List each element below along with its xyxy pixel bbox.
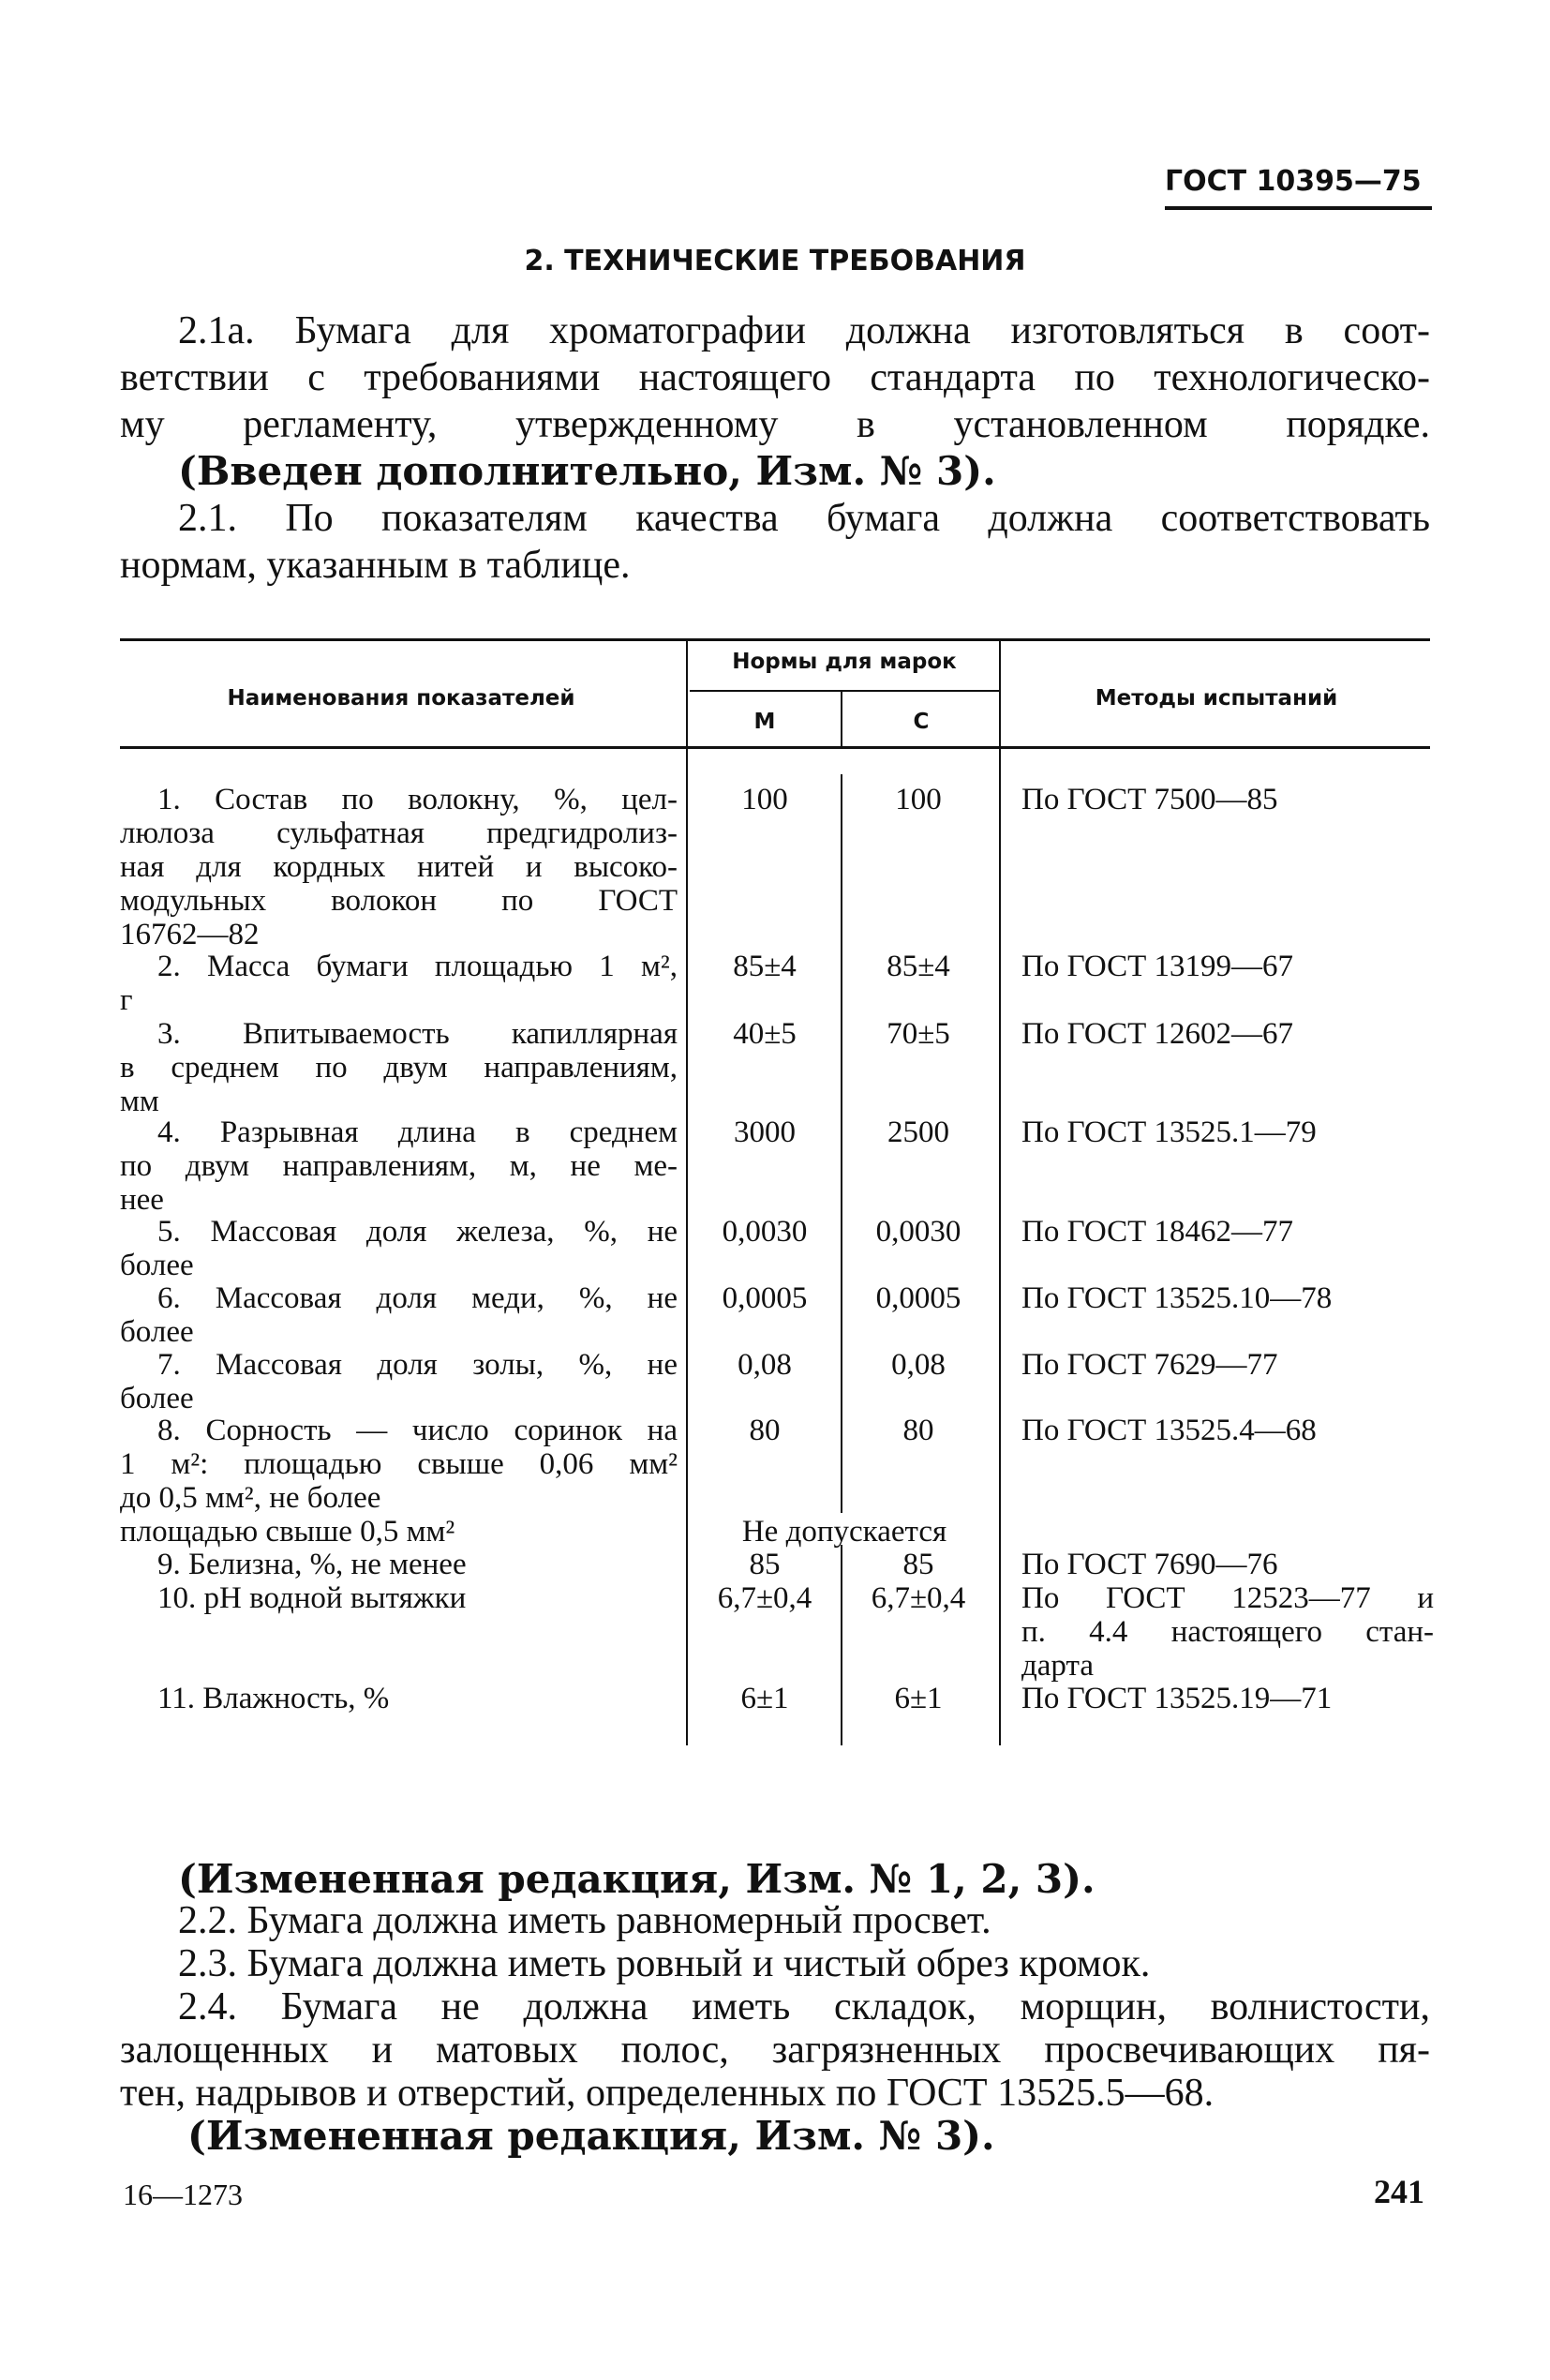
row8b-name: площадью свыше 0,5 мм²	[120, 1515, 455, 1549]
row3-name-line1: 3. Впитываемость капиллярная	[157, 1017, 678, 1051]
row10-method-line3: дарта	[1021, 1649, 1094, 1683]
row9-name: 9. Белизна, %, не менее	[157, 1548, 467, 1581]
amendment-note-2: (Измененная редакция, Изм. № 1, 2, 3).	[178, 1856, 1095, 1902]
header-m: М	[753, 710, 776, 734]
row6-name-line2: более	[120, 1315, 194, 1349]
row8-method: По ГОСТ 13525.4—68	[1021, 1414, 1317, 1447]
row3-name-line3: мм	[120, 1085, 159, 1118]
row10-name: 10. рН водной вытяжки	[157, 1581, 467, 1615]
paragraph-2-1a-line-1: 2.1а. Бумага для хроматографии должна изготовляться в соот-	[178, 309, 1430, 352]
table-divider-mc-lower	[841, 1545, 842, 1745]
row9-m: 85	[749, 1548, 781, 1581]
norms-subheader-rule	[690, 690, 999, 692]
paragraph-2-4-line-2: залощенных и матовых полос, загрязненных просвечивающих пя-	[120, 2028, 1430, 2072]
row10-method-line1: По ГОСТ 12523—77 и	[1021, 1581, 1434, 1615]
row3-m: 40±5	[733, 1017, 797, 1051]
row7-name-line2: более	[120, 1382, 194, 1415]
paragraph-2-3: 2.3. Бумага должна иметь ровный и чистый обрез кромок.	[178, 1942, 1151, 1985]
row1-m: 100	[741, 783, 788, 816]
row2-method: По ГОСТ 13199—67	[1021, 950, 1293, 983]
header-divider-mc	[841, 692, 842, 746]
row6-method: По ГОСТ 13525.10—78	[1021, 1281, 1333, 1315]
amendment-note-1: (Введен дополнительно, Изм. № 3).	[178, 448, 996, 494]
amendment-note-3: (Измененная редакция, Изм. № 3).	[187, 2113, 995, 2159]
header-methods: Методы испытаний	[1095, 686, 1338, 711]
table-divider-name	[686, 641, 688, 1745]
row4-name-line1: 4. Разрывная длина в среднем	[157, 1115, 678, 1149]
row4-method: По ГОСТ 13525.1—79	[1021, 1115, 1317, 1149]
row4-c: 2500	[887, 1115, 949, 1149]
header-norms: Нормы для марок	[732, 650, 957, 674]
row1-c: 100	[895, 783, 942, 816]
row5-m: 0,0030	[722, 1215, 808, 1249]
row8-c: 80	[902, 1414, 934, 1447]
row2-c: 85±4	[887, 950, 950, 983]
row4-name-line2: по двум направлениям, м, не ме-	[120, 1149, 678, 1183]
row9-c: 85	[902, 1548, 934, 1581]
row10-method-line2: п. 4.4 настоящего стан-	[1021, 1615, 1434, 1649]
row8-name-line2: 1 м²: площадью свыше 0,06 мм²	[120, 1447, 678, 1481]
row5-method: По ГОСТ 18462—77	[1021, 1215, 1293, 1249]
section-title: 2. ТЕХНИЧЕСКИЕ ТРЕБОВАНИЯ	[524, 245, 1026, 277]
row7-m: 0,08	[738, 1348, 792, 1382]
row10-c: 6,7±0,4	[871, 1581, 966, 1615]
row3-c: 70±5	[887, 1017, 950, 1051]
header-name: Наименования показателей	[227, 686, 575, 711]
row11-c: 6±1	[894, 1682, 943, 1715]
row6-c: 0,0005	[875, 1281, 961, 1315]
row11-m: 6±1	[740, 1682, 789, 1715]
paragraph-2-1-line-2: нормам, указанным в таблице.	[120, 544, 631, 587]
row8-name-line3: до 0,5 мм², не более	[120, 1481, 381, 1515]
header-rule	[1165, 206, 1432, 210]
row7-name-line1: 7. Массовая доля золы, %, не	[157, 1348, 678, 1382]
row4-m: 3000	[734, 1115, 796, 1149]
row6-name-line1: 6. Массовая доля меди, %, не	[157, 1281, 678, 1315]
row5-name-line1: 5. Массовая доля железа, %, не	[157, 1215, 678, 1249]
row1-name-line3: ная для кордных нитей и высоко-	[120, 850, 678, 884]
row2-name-line1: 2. Масса бумаги площадью 1 м²,	[157, 950, 678, 983]
page-number: 241	[1374, 2173, 1424, 2210]
row6-m: 0,0005	[722, 1281, 808, 1315]
header-c: С	[913, 710, 930, 734]
table-header-rule	[120, 746, 1430, 749]
row3-name-line2: в среднем по двум направлениям,	[120, 1051, 678, 1085]
row11-method: По ГОСТ 13525.19—71	[1021, 1682, 1333, 1715]
row1-method: По ГОСТ 7500—85	[1021, 783, 1278, 816]
row8-m: 80	[749, 1414, 781, 1447]
row2-m: 85±4	[733, 950, 797, 983]
row7-c: 0,08	[891, 1348, 946, 1382]
print-signature: 16—1273	[123, 2178, 243, 2211]
row10-m: 6,7±0,4	[717, 1581, 812, 1615]
paragraph-2-1-line-1: 2.1. По показателям качества бумага должна соответствовать	[178, 497, 1430, 540]
row4-name-line3: нее	[120, 1183, 164, 1217]
paragraph-2-4-line-3: тен, надрывов и отверстий, определенных по ГОСТ 13525.5—68.	[120, 2072, 1215, 2115]
row8-name-line1: 8. Сорность — число соринок на	[157, 1414, 678, 1447]
paragraph-2-4-line-1: 2.4. Бумага не должна иметь складок, морщин, волнистости,	[178, 1985, 1430, 2028]
document-code: ГОСТ 10395—75	[1165, 165, 1422, 198]
paragraph-2-1a-line-2: ветствии с требованиями настоящего стандарта по технологическо-	[120, 356, 1430, 399]
row1-name-line1: 1. Состав по волокну, %, цел-	[157, 783, 678, 816]
row1-name-line2: люлоза сульфатная предгидролиз-	[120, 816, 678, 850]
row11-name: 11. Влажность, %	[157, 1682, 390, 1715]
row1-name-line5: 16762—82	[120, 918, 260, 951]
paragraph-2-1a-line-3: му регламенту, утвержденному в установленном порядке.	[120, 403, 1430, 446]
row9-method: По ГОСТ 7690—76	[1021, 1548, 1278, 1581]
paragraph-2-2: 2.2. Бумага должна иметь равномерный просвет.	[178, 1899, 991, 1942]
row5-c: 0,0030	[875, 1215, 961, 1249]
row3-method: По ГОСТ 12602—67	[1021, 1017, 1293, 1051]
row5-name-line2: более	[120, 1249, 194, 1282]
row7-method: По ГОСТ 7629—77	[1021, 1348, 1278, 1382]
row1-name-line4: модульных волокон по ГОСТ	[120, 884, 678, 918]
table-divider-methods	[999, 641, 1001, 1745]
table-divider-mc-upper	[841, 774, 842, 1513]
row8b-span: Не допускается	[741, 1515, 947, 1549]
table-top-rule	[120, 638, 1430, 641]
row2-name-line2: г	[120, 983, 133, 1017]
